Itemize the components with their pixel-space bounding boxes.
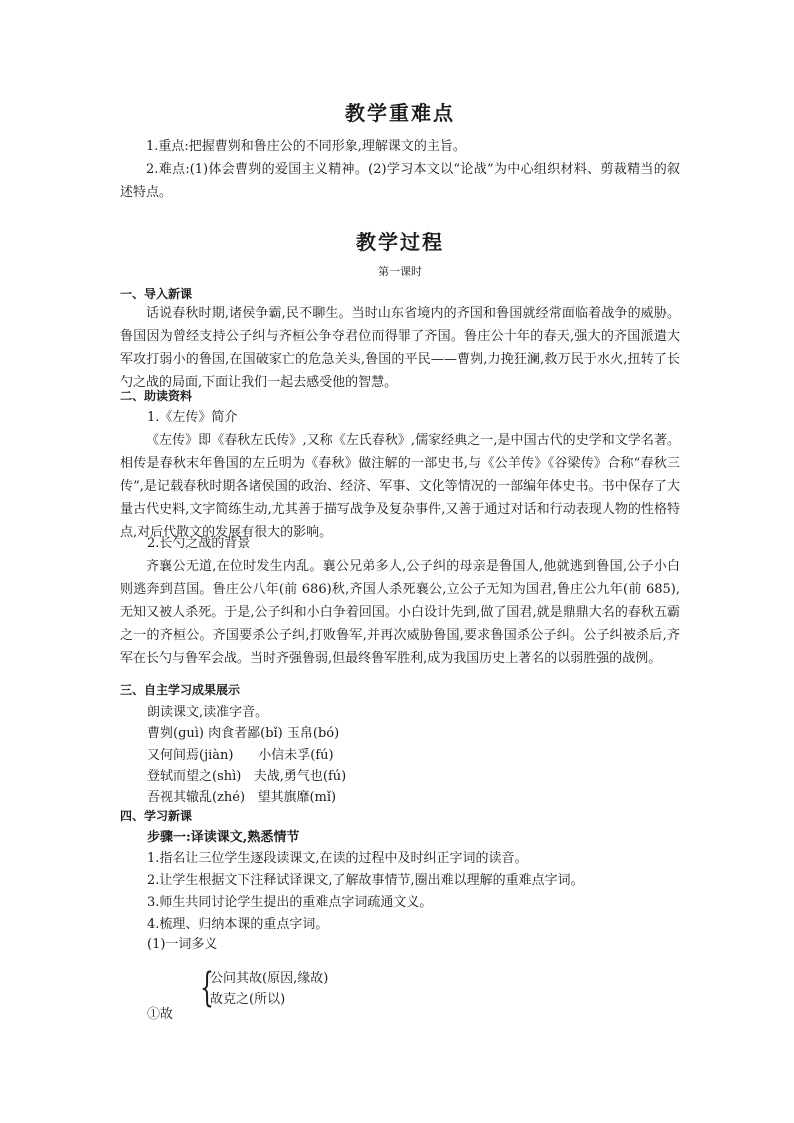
polysemy-example: 故克之(所以) (210, 992, 286, 1007)
step-item: 2.让学生根据文下注释试译课文,了解故事情节,圈出难以理解的重难点字词。 (147, 873, 584, 888)
section-2-sub-2: 2.长勺之战的背景 (147, 536, 251, 551)
section-1-heading: 一、导入新课 (120, 287, 193, 301)
left-brace-icon: { (200, 965, 214, 1011)
section-4-heading: 四、学习新课 (120, 809, 193, 823)
section-3-line: 朗读课文,读准字音。 (147, 705, 269, 720)
section-2-body-1: 《左传》即《春秋左氏传》,又称《左氏春秋》,儒家经典之一,是中国古代的史学和文学名著。相传是春秋末年鲁国的左丘明为《春秋》做注解的一部史书,与《公羊传》《谷梁传》合称“春秋三传”,是记载春秋时期各诸侯国的政治、经济、军事、文化等情况的一部编年体史书。书中保存了大量古代史料,文字简练生动,尤其善于描写战争及复杂事件,又善于通过对话和行动表现人物的性格特点,对后代散文的发展有很大的影响。 (120, 433, 680, 540)
section-3-line: 吾视其辙乱(zhé) 望其旗靡(mǐ) (147, 790, 337, 805)
section-3-line: 又何间焉(jiàn) 小信未孚(fú) (147, 748, 334, 763)
section-2-body-2: 齐襄公无道,在位时发生内乱。襄公兄弟多人,公子纠的母亲是鲁国人,他就逃到鲁国,公子小白则逃奔到莒国。鲁庄公八年(前 686)秋,齐国人杀死襄公,立公子无知为国君,鲁庄公九年(前 685),无知又被人杀死。于是,公子纠和小白争着回国。小白设计先到,做了国君,就是鼎鼎大名的春秋五霸之一的齐桓公。齐国要杀公子纠,打败鲁军,并再次威胁鲁国,要求鲁国杀公子纠。公子纠被杀后,齐军在长勺与鲁军会战。当时齐强鲁弱,但最终鲁军胜利,成为我国历史上著名的以弱胜强的战例。 (120, 559, 680, 666)
difficulty-point-2: 2.难点:(1)体会曹刿的爱国主义精神。(2)学习本文以“论战”为中心组织材料、剪裁精当的叙述特点。 (120, 162, 680, 200)
step-item: 4.梳理、归纳本课的重点字词。 (147, 917, 329, 932)
section-1-body: 话说春秋时期,诸侯争霸,民不聊生。当时山东省境内的齐国和鲁国就经常面临着战争的威胁。鲁国因为曾经支持公子纠与齐桓公争夺君位而得罪了齐国。鲁庄公十年的春天,强大的齐国派遣大军攻打弱小的鲁国,在国破家亡的危急关头,鲁国的平民——曹刿,力挽狂澜,救万民于水火,扭转了长勺之战的局面,下面让我们一起去感受他的智慧。 (120, 306, 680, 390)
polysemy-examples (210, 968, 328, 1010)
step-heading: 步骤一:译读课文,熟悉情节 (147, 830, 300, 845)
lesson-label: 第一课时 (378, 265, 422, 278)
step-item: 1.指名让三位学生逐段读课文,在读的过程中及时纠正字词的读音。 (147, 851, 528, 866)
step-item: (1)一词多义 (147, 937, 218, 952)
difficulty-point-1: 1.重点:把握曹刿和鲁庄公的不同形象,理解课文的主旨。 (146, 139, 466, 154)
section-3-heading: 三、自主学习成果展示 (120, 683, 241, 697)
step-item: 3.师生共同讨论学生提出的重难点字词疏通文义。 (147, 895, 433, 910)
polysemy-example: 公问其故(原因,缘故) (210, 971, 329, 986)
difficulty-title: 教学重难点 (345, 101, 455, 125)
section-2-sub-1: 1.《左传》简介 (147, 410, 238, 425)
section-3-line: 登轼而望之(shì) 夫战,勇气也(fú) (147, 769, 347, 784)
polysemy-word: ①故 (147, 1007, 174, 1022)
process-title: 教学过程 (356, 230, 444, 254)
section-3-line: 曹刿(ɡuì) 肉食者鄙(bǐ) 玉帛(bó) (147, 726, 340, 741)
section-2-heading: 二、助读资料 (120, 389, 193, 403)
